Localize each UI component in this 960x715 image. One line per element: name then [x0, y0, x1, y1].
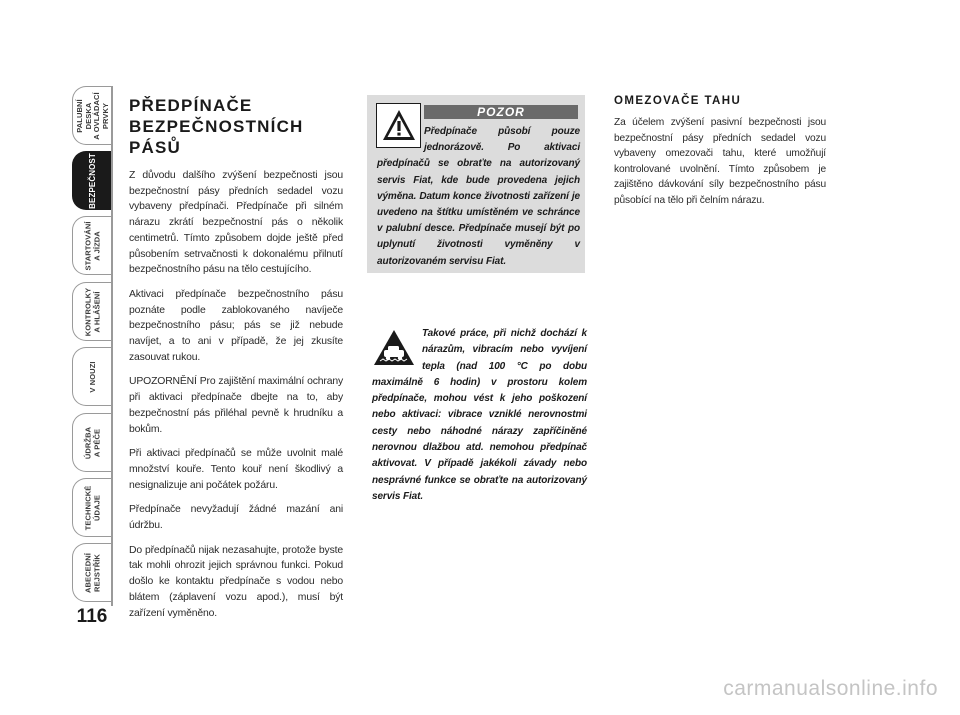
section-title: OMEZOVAČE TAHU — [614, 95, 742, 107]
note-text-content: Takové práce, při nichž dochází k nárazům, vibracím nebo vyvíjení tepla (nad 100 °C po dobu maximálně 6 hodin) v prostoru kolem předpínače, mohou vést k jeho poškození nebo aktivaci: vibrace vzniklé nerovnostmi cesty nebo náhodné nárazy zapříčiněné nerovnou dlažbou atd. nemohou předpínač aktivovat. V případě jakékoli závady nebo nesprávné funkce se obraťte na autorizovaný servis Fiat. — [372, 328, 587, 502]
tab-label: TECHNICKÉ ÚDAJE — [83, 485, 101, 530]
vibration-car-icon — [372, 328, 416, 368]
tab-label: STARTOVÁNÍ A JÍZDA — [83, 220, 101, 271]
section-title-line1: PŘEDPÍNAČE — [129, 96, 253, 115]
note-box — [372, 326, 587, 505]
tab-label: KONTROLKY A HLÁŠENÍ — [83, 287, 101, 336]
warning-label: POZOR — [424, 105, 578, 119]
tab-label: BEZPEČNOST — [87, 152, 97, 209]
warning-box — [367, 95, 585, 273]
section-title-line2: BEZPEČNOSTNÍCH PÁSŮ — [129, 117, 304, 157]
tab-technicke-udaje[interactable] — [72, 478, 112, 537]
tab-palubni-deska[interactable] — [72, 86, 112, 145]
section-omezovace — [614, 95, 826, 208]
warning-text-content: Předpínače působí pouze jednorázově. Po aktivaci předpínačů se obraťte na autorizovaný servis Fiat, kde bude provedena jejich výměna. Datum konce životnosti zařízení je uvedeno na štítku umístěném ve schránce v palubní desce. Předpínače musejí být po uplynutí životnosti vyměněny v autorizovaném servisu Fiat. — [377, 126, 580, 267]
tab-label: ABECEDNÍ REJSTŘÍK — [83, 552, 101, 593]
watermark: carmanualsonline.info — [723, 677, 938, 700]
paragraph: Předpínače nevyžadují žádné mazání ani údržbu. — [129, 504, 343, 532]
paragraph: Při aktivaci předpínačů se může uvolnit malé množství kouře. Tento kouř není škodlivý a nesignalizuje ani počátek požáru. — [129, 448, 343, 491]
tab-kontrolky[interactable] — [72, 282, 112, 341]
paragraph: Do předpínačů nijak nezasahujte, protože byste tak mohli ohrozit jejich správnou funkci. Pokud došlo ke kontaktu předpínače s vodou nebo blátem (záplavení vozu apod.), musí být zařízení vyměněno. — [129, 544, 343, 619]
section-title — [129, 95, 343, 158]
paragraph: Aktivaci předpínače bezpečnostního pásu poznáte podle zablokovaného navíječe bezpečnostního pásu; pás se již nebude navíjet, a to ani v případě, že jej zkusíte zasouvat rukou. — [129, 288, 343, 363]
tab-udrzba[interactable] — [72, 413, 112, 472]
tab-bezpecnost[interactable] — [72, 151, 112, 210]
section-predpinace — [129, 95, 343, 630]
tab-label: ÚDRŽBA A PÉČE — [83, 426, 101, 459]
paragraph: UPOZORNĚNÍ Pro zajištění maximální ochrany při aktivaci předpínače dbejte na to, aby bezpečnostní pás přiléhal pevně k hrudníku a bokům. — [129, 376, 343, 435]
tab-label: PALUBNÍ DESKA A OVLÁDACÍ PRVKY — [74, 91, 109, 140]
paragraph: Z důvodu dalšího zvýšení bezpečnosti jsou bezpečnostní pásy předních sedadel vozu vybaveny předpínači. Předpínače při silném nárazu zkrátí bezpečnostní pás o několik centimetrů. Tímto způsobem dojde ještě před působením setrvačnosti k dokonalému přilnutí bezpečnostního pásu na tělo cestujícího. — [129, 170, 343, 276]
tab-abecedni-rejstrik[interactable] — [72, 543, 112, 602]
page-number: 116 — [76, 606, 108, 627]
warning-text — [377, 124, 580, 270]
chapter-tabs — [72, 86, 112, 610]
tab-label: V NOUZI — [87, 360, 97, 393]
tab-v-nouzi[interactable] — [72, 347, 112, 406]
tab-startovani[interactable] — [72, 216, 112, 275]
paragraph: Za účelem zvýšení pasivní bezpečnosti jsou bezpečnostní pásy předních sedadel vozu vybaveny omezovači tahu, které umožňují kontrolované uvolnění. Tímto způsobem je zajištěno dávkování síly bezpečnostního pásu působící na tělo při čelním nárazu. — [614, 117, 826, 206]
tab-divider-line — [111, 86, 113, 606]
